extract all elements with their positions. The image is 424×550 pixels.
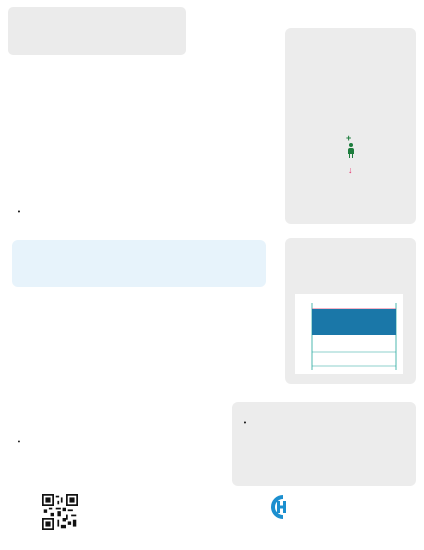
illness-chart (295, 294, 403, 374)
reasons-panel (232, 402, 416, 486)
title-box (8, 7, 186, 55)
chart-bar-illness-range (312, 309, 396, 335)
infected-person-icon (347, 143, 355, 158)
contagiousness-panel (285, 28, 416, 224)
chop-logo-icon (268, 493, 290, 521)
vaccine-types-box (12, 240, 266, 287)
arrow-down-icon: ↓ (348, 165, 353, 175)
qr-code-icon[interactable] (42, 494, 78, 530)
illness-chart-svg (295, 294, 403, 374)
infected-person-figure (347, 143, 356, 158)
plus-icon: + (346, 133, 352, 143)
